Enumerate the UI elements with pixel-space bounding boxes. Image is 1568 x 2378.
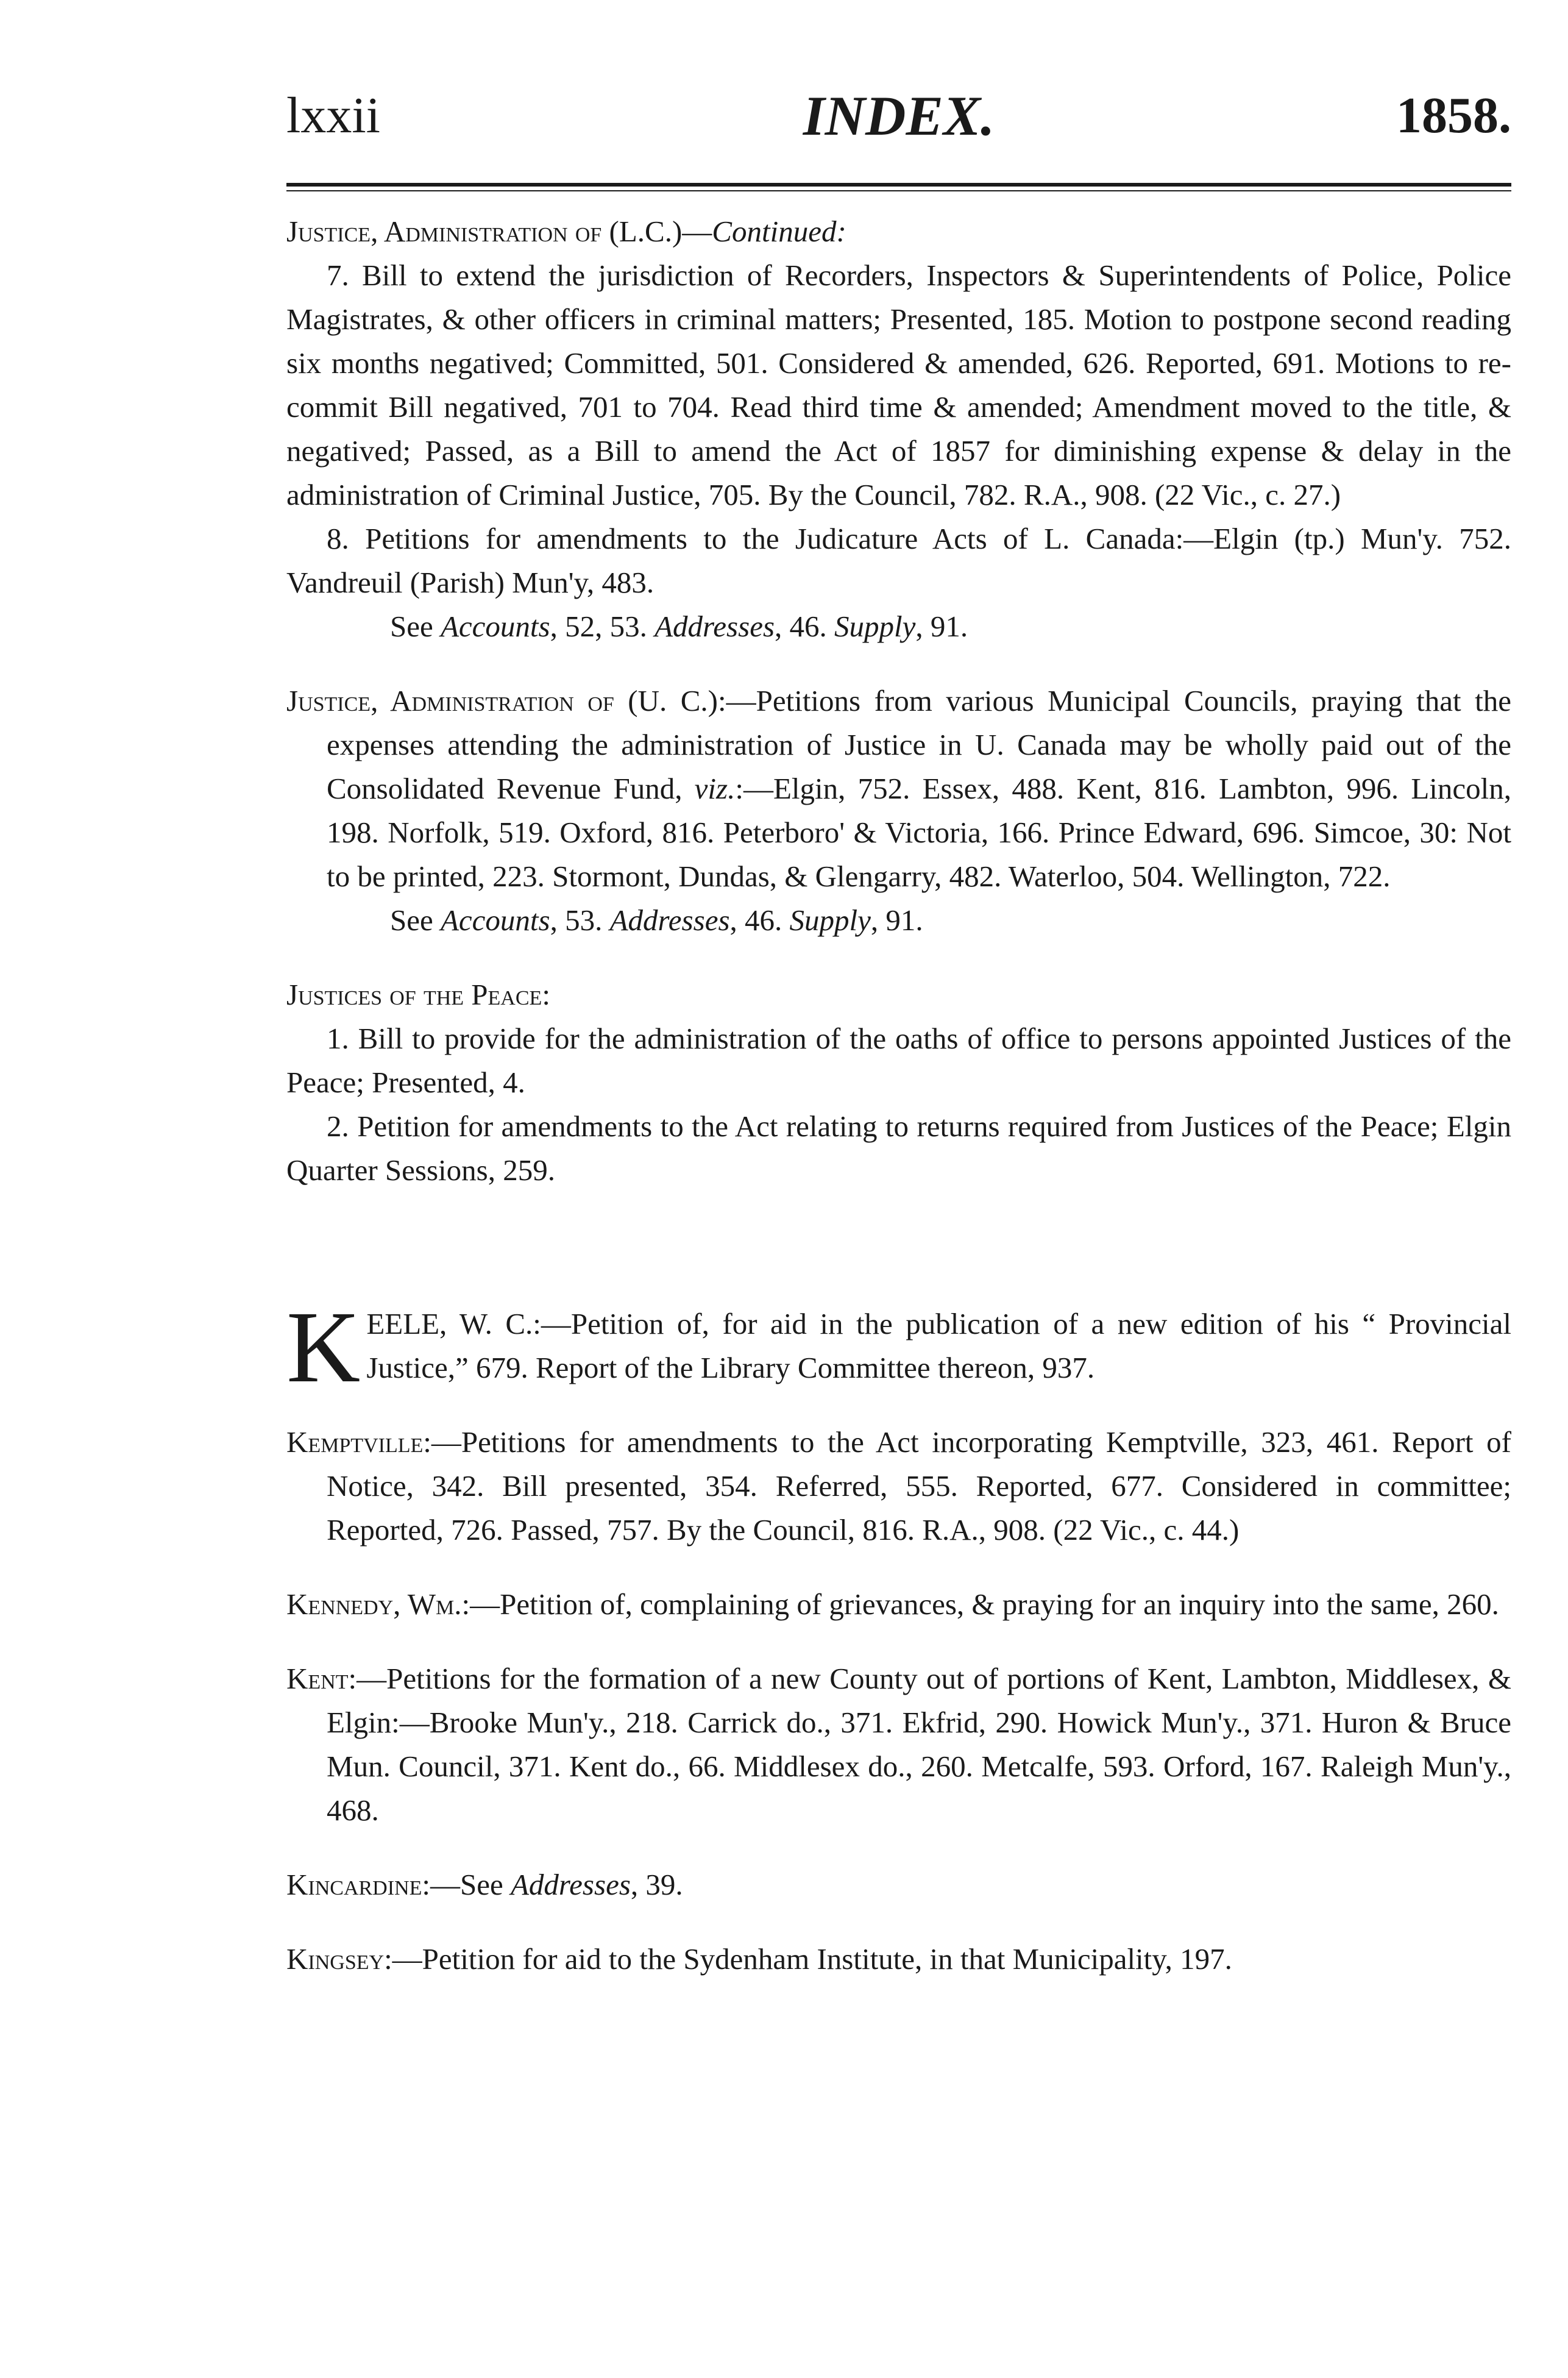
- page-number: lxxii: [286, 87, 381, 144]
- entry-kingsey: Kingsey:—Petition for aid to the Sydenham Institute, in that Municipality, 197.: [286, 1942, 1232, 1976]
- page-title: INDEX.: [803, 85, 995, 147]
- entry-justices-peace: [286, 973, 1511, 1192]
- page-year: 1858.: [1396, 87, 1511, 144]
- entry-keele: [286, 1290, 1511, 1404]
- see-also: See Accounts, 52, 53. Addresses, 46. Supply, 91.: [390, 610, 968, 643]
- entry-item-8: 8. Petitions for amendments to the Judicature Acts of L. Canada:—Elgin (tp.) Mun'y. 752. Vandreuil (Parish) Mun'y, 483.: [286, 522, 1511, 599]
- entry-item-2: 2. Petition for amendments to the Act relating to returns required from Justices of the Peace; Elgin Quarter Sessions, 259.: [286, 1109, 1511, 1187]
- entry-text: Justice, Administration of (U. C.):—Petitions from various Municipal Councils, praying that the expenses attending the administration of Justice in U. Canada may be wholly paid out of the Consolidated Revenue Fund, viz.:—Elgin, 752. Essex, 488. Kent, 816. Lambton, 996. Lincoln, 198. Norfolk, 519. Oxford, 816. Peterboro' & Victoria, 166. Prince Edward, 696. Simcoe, 30: Not to be printed, 223. Stormont, Dundas, & Glengarry, 482. Waterloo, 504. Wellington, 722.: [286, 684, 1511, 893]
- entry-kennedy: Kennedy, Wm.:—Petition of, complaining of grievances, & praying for an inquiry into the same, 260.: [286, 1587, 1499, 1621]
- entry-heading: Justices of the Peace:: [286, 978, 550, 1011]
- entry-kemptville: Kemptville:—Petitions for amendments to the Act incorporating Kemptville, 323, 461. Report of Notice, 342. Bill presented, 354. Referred, 555. Reported, 677. Considered in committee; Reported, 726. Passed, 757. By the Council, 816. R.A., 908. (22 Vic., c. 44.): [286, 1425, 1511, 1547]
- entry-kincardine: Kincardine:—See Addresses, 39.: [286, 1868, 683, 1901]
- entry-item-1: 1. Bill to provide for the administration of the oaths of office to persons appointed Justices of the Peace; Presented, 4.: [286, 1022, 1511, 1099]
- entry-item-7: 7. Bill to extend the jurisdiction of Recorders, Inspectors & Superintendents of Police, Police Magistrates, & other officers in criminal matters; Presented, 185. Motion to postpone second reading six months negatived; Committed, 501. Considered & amended, 626. Reported, 691. Motions to re-commit Bill negatived, 701 to 704. Read third time & amended; Amendment moved to the title, & negatived; Passed, as a Bill to amend the Act of 1857 for diminishing expense & delay in the administration of Criminal Justice, 705. By the Council, 782. R.A., 908. (22 Vic., c. 27.): [286, 258, 1511, 511]
- entry-justice-lc: [286, 210, 1511, 649]
- index-page: [286, 79, 1511, 1981]
- entry-text: EELE, W. C.:—Petition of, for aid in the publication of a new edition of his “ Provincial Justice,” 679. Report of the Library Committee thereon, 937.: [366, 1307, 1511, 1384]
- entry-justice-uc: [286, 679, 1511, 942]
- entry-kent: Kent:—Petitions for the formation of a new County out of portions of Kent, Lambton, Middlesex, & Elgin:—Brooke Mun'y., 218. Carrick do., 371. Ekfrid, 290. Howick Mun'y., 371. Huron & Bruce Mun. Council, 371. Kent do., 66. Middlesex do., 260. Metcalfe, 593. Orford, 167. Raleigh Mun'y., 468.: [286, 1662, 1511, 1827]
- header-rule-thick: [286, 183, 1511, 187]
- see-also: See Accounts, 53. Addresses, 46. Supply, 91.: [390, 903, 923, 937]
- entry-heading: Justice, Administration of (L.C.)—Continued:: [286, 215, 846, 248]
- page-header: [286, 79, 1511, 158]
- section-dropcap-k: K: [286, 1290, 361, 1404]
